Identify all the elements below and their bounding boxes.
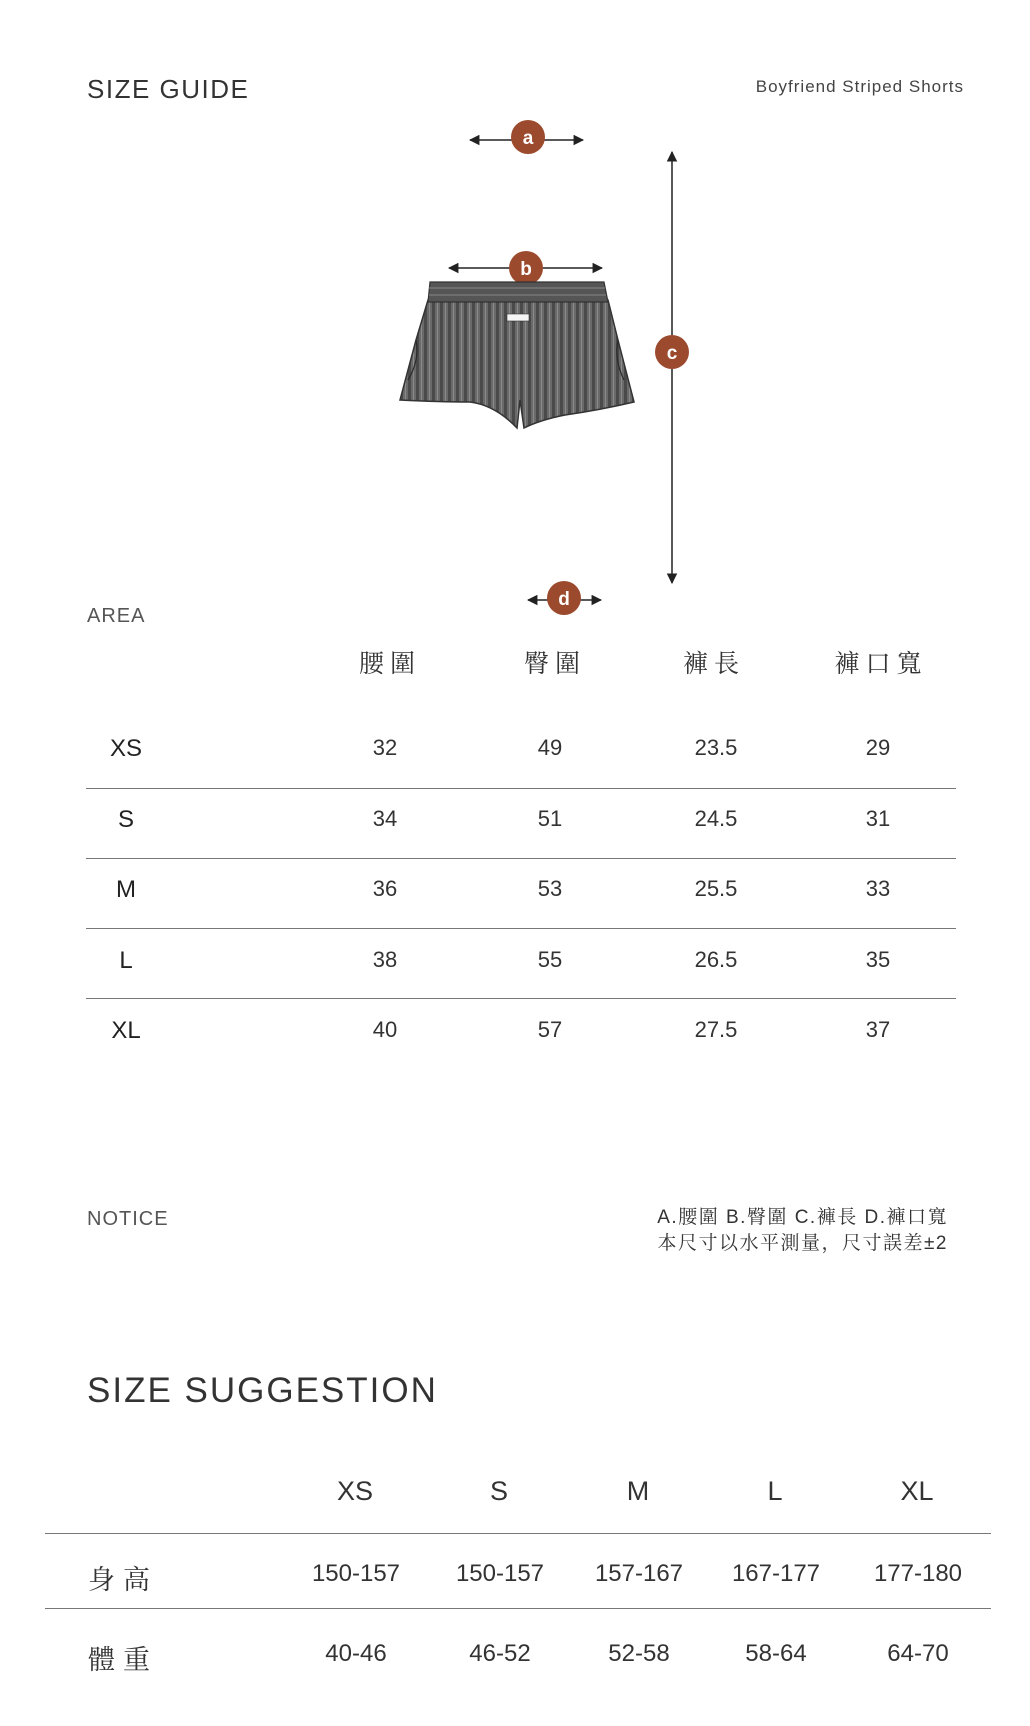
height-value: 157-167 — [594, 1560, 684, 1587]
product-name: Boyfriend Striped Shorts — [755, 77, 964, 96]
table-row — [86, 1017, 956, 1087]
badge-d: d — [558, 589, 570, 610]
header-waist: 腰圍 — [358, 650, 421, 678]
table-row — [86, 947, 956, 1017]
notice-line-2: 本尺寸以水平測量，尺寸誤差±2 — [657, 1233, 948, 1254]
height-value: 150-157 — [455, 1560, 545, 1587]
weight-value: 52-58 — [608, 1640, 670, 1667]
value-cell: 51 — [537, 806, 563, 831]
notice-line-1: A.腰圍 B.臀圍 C.褲長 D.褲口寬 — [657, 1207, 948, 1228]
suggestion-size-xs: XS — [336, 1476, 374, 1506]
value-cell: 38 — [372, 947, 398, 972]
value-cell: 55 — [537, 947, 563, 972]
value-cell: 34 — [372, 806, 398, 831]
weight-value: 40-46 — [325, 1640, 387, 1667]
value-cell: 36 — [372, 876, 398, 901]
height-label: 身高 — [88, 1565, 158, 1595]
value-cell: 57 — [537, 1017, 563, 1042]
height-value: 177-180 — [873, 1560, 963, 1587]
table-row — [86, 876, 956, 946]
value-cell: 35 — [865, 947, 891, 972]
measure-b — [449, 251, 602, 285]
row-divider — [86, 928, 956, 929]
row-divider — [86, 998, 956, 999]
header-hip: 臀圍 — [523, 650, 586, 678]
value-cell: 49 — [537, 735, 563, 760]
size-guide-title: SIZE GUIDE — [87, 74, 250, 104]
value-cell: 53 — [537, 876, 563, 901]
measure-d — [528, 581, 601, 615]
badge-c: c — [666, 343, 678, 364]
value-cell: 24.5 — [694, 806, 738, 831]
notice-text — [657, 1205, 948, 1257]
table-row — [86, 735, 956, 805]
size-cell: XS — [109, 735, 142, 762]
suggestion-divider — [45, 1533, 991, 1534]
value-cell: 27.5 — [694, 1017, 738, 1042]
measure-a — [470, 120, 583, 154]
row-divider — [86, 788, 956, 789]
weight-value: 46-52 — [469, 1640, 531, 1667]
size-cell: L — [119, 947, 133, 974]
value-cell: 32 — [372, 735, 398, 760]
value-cell: 25.5 — [694, 876, 738, 901]
area-label: AREA — [87, 605, 146, 627]
header-length: 褲長 — [682, 650, 745, 678]
value-cell: 23.5 — [694, 735, 738, 760]
height-value: 150-157 — [311, 1560, 401, 1587]
badge-a: a — [522, 128, 534, 149]
shorts-illustration — [400, 282, 634, 428]
table-row — [86, 806, 956, 876]
value-cell: 26.5 — [694, 947, 738, 972]
suggestion-size-s: S — [489, 1476, 508, 1506]
value-cell: 33 — [865, 876, 891, 901]
value-cell: 37 — [865, 1017, 891, 1042]
value-cell: 40 — [372, 1017, 398, 1042]
suggestion-size-m: M — [626, 1476, 650, 1506]
size-cell: XL — [111, 1017, 141, 1044]
size-cell: S — [117, 806, 134, 833]
measure-c — [655, 152, 689, 583]
suggestion-size-xl: XL — [900, 1476, 934, 1506]
row-divider — [86, 858, 956, 859]
suggestion-divider — [45, 1608, 991, 1609]
size-suggestion-title: SIZE SUGGESTION — [87, 1371, 438, 1410]
size-cell: M — [116, 876, 136, 903]
value-cell: 29 — [865, 735, 891, 760]
weight-value: 64-70 — [887, 1640, 949, 1667]
notice-label: NOTICE — [87, 1208, 169, 1230]
weight-label: 體重 — [88, 1645, 158, 1675]
suggestion-size-l: L — [767, 1476, 783, 1506]
weight-value: 58-64 — [745, 1640, 807, 1667]
header-hem-width: 褲口寬 — [834, 650, 928, 678]
shorts-measurement-diagram — [0, 0, 1030, 620]
badge-b: b — [520, 259, 532, 280]
height-value: 167-177 — [731, 1560, 821, 1587]
value-cell: 31 — [865, 806, 891, 831]
